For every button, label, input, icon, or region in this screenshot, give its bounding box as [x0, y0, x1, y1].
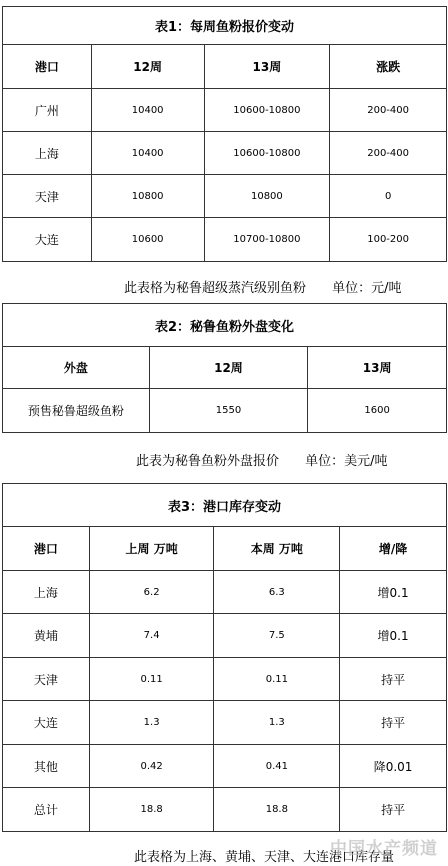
table3-cell-last-week: 18.8	[89, 788, 214, 832]
table2-cell-week12: 1550	[149, 389, 308, 433]
table1-cell-week13: 10700-10800	[204, 218, 330, 262]
table3-cell-port: 其他	[3, 745, 90, 788]
table1-cell-week12: 10600	[91, 218, 204, 262]
table3-cell-port: 黄埔	[3, 614, 90, 658]
table3-cell-change: 降0.01	[340, 745, 447, 788]
table3-cell-last-week: 7.4	[89, 614, 214, 658]
table-weekly-fishmeal-prices	[2, 6, 447, 262]
watermark-logo: 中国水产频道	[330, 839, 438, 859]
table3-cell-this-week: 18.8	[214, 788, 340, 832]
table-row	[3, 745, 447, 788]
table3-cell-change: 增0.1	[340, 571, 447, 614]
table3-header-change: 增/降	[340, 527, 447, 571]
table-row	[3, 571, 447, 614]
table1-cell-change: 100-200	[330, 218, 447, 262]
table3-cell-this-week: 7.5	[214, 614, 340, 658]
table-row	[3, 132, 447, 175]
table1-cell-week13: 10800	[204, 175, 330, 218]
table1-header-week12: 12周	[91, 45, 204, 89]
table-row	[3, 218, 447, 262]
table1-cell-port: 大连	[3, 218, 92, 262]
table-row	[3, 658, 447, 701]
table2-header-offshore: 外盘	[3, 347, 150, 389]
table3-cell-port: 天津	[3, 658, 90, 701]
table3-cell-this-week: 6.3	[214, 571, 340, 614]
table3-cell-port: 大连	[3, 701, 90, 745]
table3-cell-change: 持平	[340, 788, 447, 832]
table3-header-last-week: 上周 万吨	[89, 527, 214, 571]
table-row	[3, 389, 447, 433]
table3-header-port: 港口	[3, 527, 90, 571]
table1-note: 此表格为秘鲁超级蒸汽级别鱼粉	[124, 281, 307, 296]
table1-cell-week12: 10400	[91, 132, 204, 175]
table3-cell-change: 增0.1	[340, 614, 447, 658]
table2-unit: 单位：美元/吨	[305, 454, 388, 469]
table1-cell-week12: 10800	[91, 175, 204, 218]
table2-cell-product: 预售秘鲁超级鱼粉	[3, 389, 150, 433]
table3-cell-last-week: 6.2	[89, 571, 214, 614]
table2-title: 表2：秘鲁鱼粉外盘变化	[3, 304, 447, 347]
table1-header-week13: 13周	[204, 45, 330, 89]
table1-caption	[124, 277, 402, 296]
table3-cell-port: 总计	[3, 788, 90, 832]
table1-cell-week13: 10600-10800	[204, 132, 330, 175]
table1-cell-change: 0	[330, 175, 447, 218]
table2-caption	[136, 450, 388, 469]
table2-note: 此表为秘鲁鱼粉外盘报价	[136, 454, 280, 469]
table2-header-week12: 12周	[149, 347, 308, 389]
table-row	[3, 175, 447, 218]
table-peru-fishmeal-offshore	[2, 303, 447, 433]
table1-cell-port: 上海	[3, 132, 92, 175]
table1-cell-port: 天津	[3, 175, 92, 218]
table-row	[3, 614, 447, 658]
table2-cell-week13: 1600	[308, 389, 447, 433]
table3-cell-this-week: 0.41	[214, 745, 340, 788]
table3-cell-port: 上海	[3, 571, 90, 614]
table3-cell-last-week: 0.42	[89, 745, 214, 788]
table1-title: 表1：每周鱼粉报价变动	[3, 7, 447, 45]
table3-note: 此表格为上海、黄埔、天津、大连港口库存量	[134, 850, 395, 865]
table1-cell-week13: 10600-10800	[204, 89, 330, 132]
table1-header-port: 港口	[3, 45, 92, 89]
table3-cell-this-week: 0.11	[214, 658, 340, 701]
table1-cell-week12: 10400	[91, 89, 204, 132]
table3-cell-change: 持平	[340, 658, 447, 701]
table-row	[3, 89, 447, 132]
table1-cell-change: 200-400	[330, 89, 447, 132]
table-row	[3, 788, 447, 832]
table1-unit: 单位：元/吨	[332, 281, 402, 296]
table3-cell-this-week: 1.3	[214, 701, 340, 745]
table1-cell-change: 200-400	[330, 132, 447, 175]
table1-cell-port: 广州	[3, 89, 92, 132]
table-port-inventory	[2, 483, 447, 832]
table3-cell-change: 持平	[340, 701, 447, 745]
table3-cell-last-week: 1.3	[89, 701, 214, 745]
table3-header-this-week: 本周 万吨	[214, 527, 340, 571]
table-row	[3, 701, 447, 745]
table3-title: 表3：港口库存变动	[3, 484, 447, 527]
table2-header-week13: 13周	[308, 347, 447, 389]
table3-cell-last-week: 0.11	[89, 658, 214, 701]
table1-header-change: 涨跌	[330, 45, 447, 89]
